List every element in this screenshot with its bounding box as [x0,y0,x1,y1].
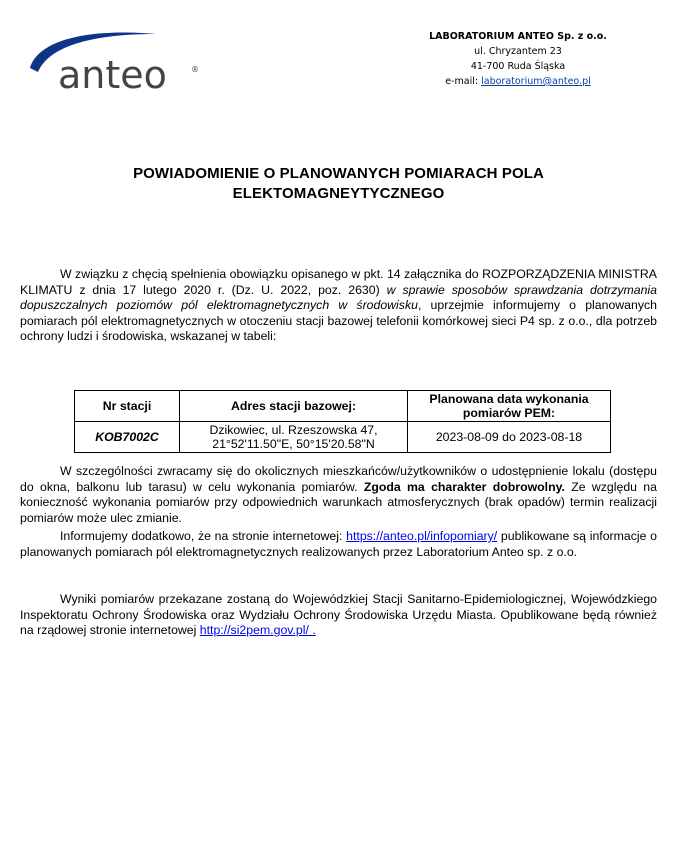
intro-paragraph [20,267,657,345]
lab-address-block [400,29,636,89]
anteo-logo [28,30,208,100]
cell-dates: 2023-08-09 do 2023-08-18 [408,422,611,453]
lab-city: 41-700 Ruda Śląska [470,61,566,72]
results-text: Wyniki pomiarów przekazane zostaną do Wojewódzkiej Stacji Sanitarno-Epidemiologicznej, Wojewódzkiego Inspektoratu Ochrony Środowiska oraz Wydziału Ochrony Środowiska Urzędu Miasta. Opublikowane będą również na rządowej stronie internetowej [20,592,657,638]
cell-address-line-1: Dzikowiec, ul. Rzeszowska 47, [209,423,378,437]
header-dates: Planowana data wykonania pomiarów PEM: [408,391,611,422]
consent-bold: Zgoda ma charakter dobrowolny. [363,479,565,494]
intro-part-1: W związku z chęcią spełnienia obowiązku opisanego w pkt. 14 załącznika do ROZPORZĄDZENIA MINISTRA KLIMATU z dnia 17 lutego 2020 r. (Dz. U. 2022, poz. 2630) [20,267,657,297]
lab-email-label: e-mail: [445,76,479,87]
table-header-row [75,391,611,422]
station-table [74,390,611,453]
document-title [0,164,677,204]
lab-email-line [400,74,636,89]
lab-street: ul. Chryzantem 23 [474,46,562,57]
info-text: Informujemy dodatkowo, że na stronie internetowej: [60,529,347,543]
cell-address [180,422,408,453]
consent-paragraph [20,464,657,526]
logo-swoosh-icon [28,30,208,100]
consent-rest: Ze względu na konieczność wykonania pomiarów przy odpowiednich warunkach atmosferycznych (brak opadów) termin realizacji pomiarów może ulec zmianie. [20,479,657,525]
logo-text: anteo [58,53,167,97]
si2pem-link[interactable]: http://si2pem.gov.pl/ . [199,623,316,638]
cell-station-id: KOB7002C [75,422,180,453]
title-line-2: ELEKTOMAGNEYTYCZNEGO [232,185,445,202]
consent-text: W szczególności zwracamy się do okolicznych mieszkańców/użytkowników o udostępnienie lokalu (dostępu do okna, balkonu lub tarasu) w celu wykonania pomiarów. [20,464,657,494]
info-paragraph [20,529,657,560]
cell-address-line-2: 21°52'11.50"E, 50°15'20.58"N [212,437,375,451]
infopomiary-link[interactable]: https://anteo.pl/infopomiary/ [346,529,498,543]
results-paragraph [20,592,657,639]
logo-registered-mark: ® [191,65,199,74]
lab-name: LABORATORIUM ANTEO Sp. z o.o. [429,31,607,42]
table-row [75,422,611,453]
info-rest: publikowane są informacje o planowanych pomiarach pól elektromagnetycznych realizowanych przez Laboratorium Anteo sp. z o.o. [20,529,657,559]
header-station-id: Nr stacji [75,391,180,422]
lab-email-link[interactable]: laboratorium@anteo.pl [481,76,591,87]
intro-regulation-title: w sprawie sposobów sprawdzania dotrzymania dopuszczalnych poziomów pól elektromagnetycznych w środowisku [20,282,658,313]
header-address: Adres stacji bazowej: [180,391,408,422]
intro-part-3: , uprzejmie informujemy o planowanych pomiarach pól elektromagnetycznych w otoczeniu stacji bazowej telefonii komórkowej sieci P4 sp. z o.o., dla potrzeb ochrony ludzi i środowiska, wskazanej w tabeli: [20,298,657,344]
title-line-1: POWIADOMIENIE O PLANOWANYCH POMIARACH POLA [133,165,544,182]
